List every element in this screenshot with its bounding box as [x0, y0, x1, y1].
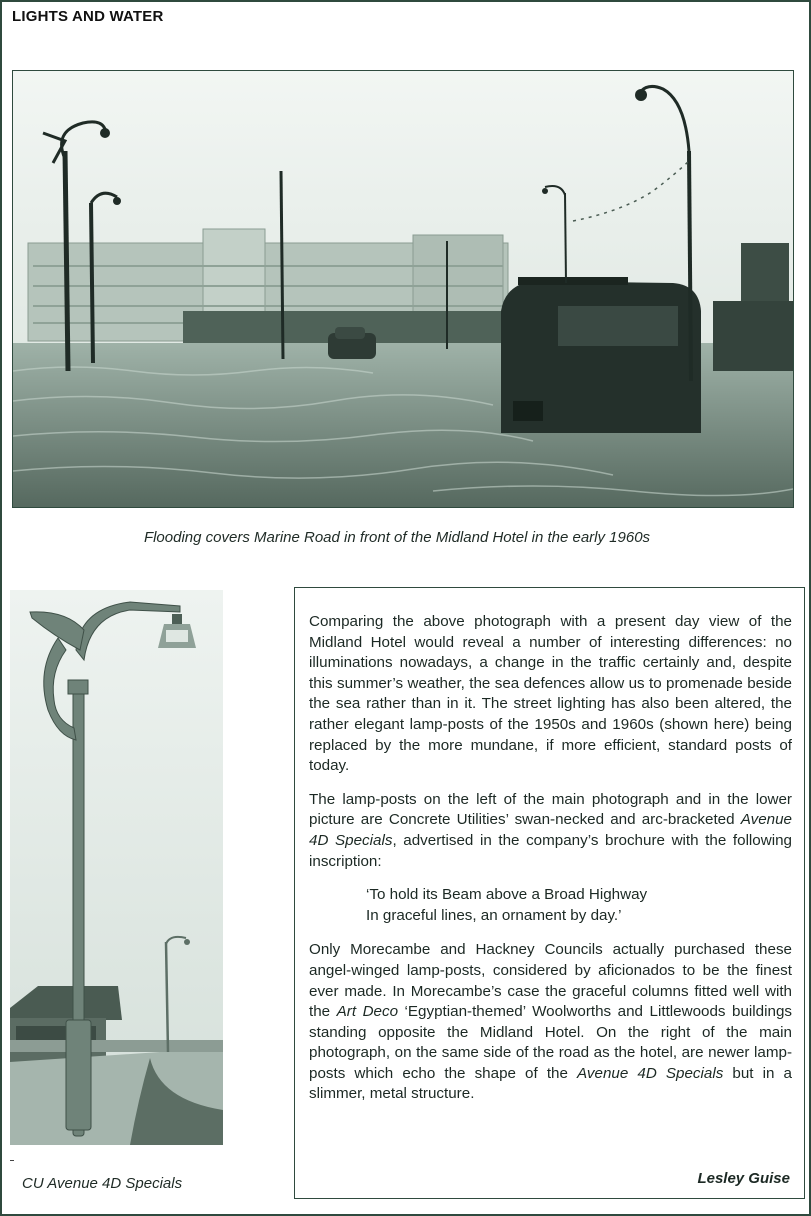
- article-box: [294, 587, 805, 1199]
- main-photo-caption: Flooding covers Marine Road in front of the Midland Hotel in the early 1960s: [143, 529, 651, 546]
- caption-marker: [10, 1160, 14, 1161]
- article-paragraph-3: [309, 940, 792, 1105]
- flood-scene-image: [13, 71, 793, 507]
- lamp-post-image: [10, 590, 223, 1145]
- brochure-quote: [309, 885, 792, 926]
- article-paragraph-1: Comparing the above photograph with a present day view of the Midland Hotel would reveal a number of interesting differences: no illuminations nowadays, a change in the traffic certainly and, despite this summer’s weather, the sea defences allow us to promenade beside the sea rather than in it. The street lighting has also been altered, the rather elegant lamp-posts of the 1950s and 1960s (shown here) being replaced by the more mundane, if more efficient, standard posts of today.: [309, 613, 792, 775]
- article-author: Lesley Guise: [697, 1170, 790, 1188]
- paragraph-3-emphasis-1: Art Deco: [336, 1003, 399, 1021]
- paragraph-3-text-a: Only Morecambe and Hackney Councils actually purchased these angel-winged lamp-posts, considered by aficionados to be the finest ever made. In Morecambe’s case the graceful columns fitted well with the: [309, 941, 792, 1021]
- paragraph-3-text-b: ‘Egyptian-themed’ Woolworths and Littlewoods buildings standing opposite the Midland Hotel. On the right of the main photograph, on the same side of the road as the hotel, are newer lamp-posts which echo the shape of the: [309, 1003, 792, 1082]
- quote-line-2: In graceful lines, an ornament by day.’: [366, 906, 622, 924]
- main-photograph: [12, 70, 794, 508]
- article-paragraph-2: [309, 790, 792, 872]
- paragraph-3-emphasis-2: Avenue 4D Specials: [577, 1064, 724, 1082]
- paragraph-2-text-b: , advertised in the company’s brochure with the following inscription:: [309, 831, 792, 870]
- paragraph-2-text-a: The lamp-posts on the left of the main photograph and in the lower picture are Concrete Utilities’ swan-necked and arc-bracketed: [309, 790, 792, 829]
- paragraph-3-text-c: but in a slimmer, metal structure.: [309, 1064, 792, 1103]
- page-title: LIGHTS AND WATER: [12, 8, 164, 25]
- lamp-photo-caption: CU Avenue 4D Specials: [22, 1175, 183, 1192]
- quote-line-1: ‘To hold its Beam above a Broad Highway: [366, 886, 648, 904]
- bus: [501, 277, 701, 433]
- lamp-photograph: [10, 590, 223, 1145]
- paragraph-2-emphasis: Avenue 4D Specials: [309, 811, 792, 849]
